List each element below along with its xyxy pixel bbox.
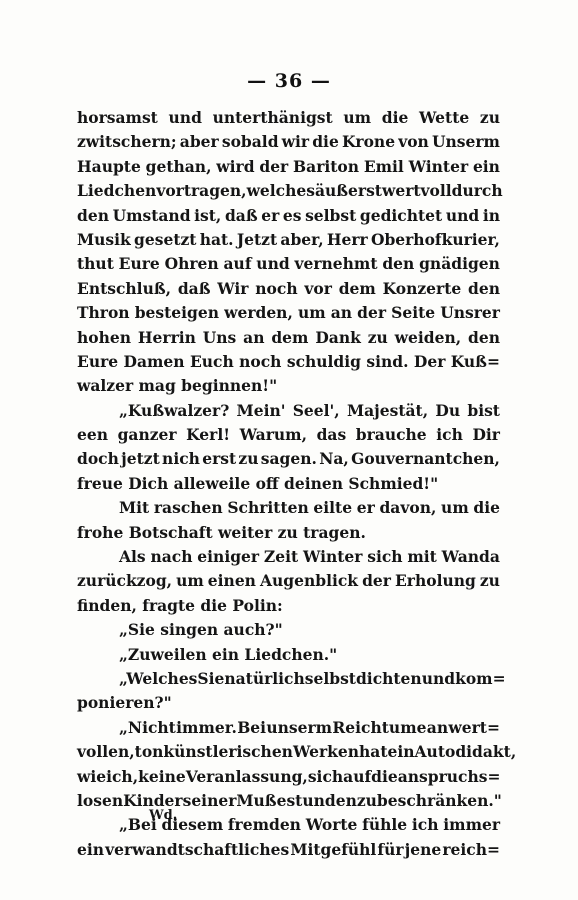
word: sobald — [221, 132, 279, 152]
word: Herrin — [137, 327, 196, 347]
word: Dir — [472, 425, 500, 445]
word: Werken — [292, 742, 360, 762]
text-line — [77, 130, 500, 154]
word: Euch — [189, 351, 234, 371]
word: er — [261, 205, 280, 225]
word: gnädigen — [419, 254, 500, 274]
text-line: ponieren?" — [77, 693, 172, 713]
word: und — [421, 668, 456, 688]
word: Erholung — [394, 571, 476, 591]
word: vernehmt — [294, 254, 378, 274]
word: Seel', — [292, 400, 340, 420]
text-line — [77, 301, 500, 325]
text-line — [77, 252, 500, 276]
word: selbst — [304, 668, 356, 688]
text-line: „Zuweilen ein Liedchen." — [119, 644, 338, 664]
text-line — [77, 350, 500, 374]
word: zu — [479, 108, 500, 127]
word: vortragen, — [156, 181, 247, 201]
word: von — [398, 132, 429, 152]
word: Krone — [341, 132, 396, 152]
text-line: finden, fragte die Polin: — [77, 595, 283, 615]
word: „Kußwalzer? — [119, 400, 230, 420]
word: noch — [239, 351, 282, 371]
word: wertvoll — [381, 181, 452, 201]
word: Kinder — [123, 790, 183, 810]
word: kom= — [455, 668, 506, 688]
text-line — [77, 277, 500, 301]
word: Eure — [118, 254, 160, 274]
text-line — [77, 155, 500, 179]
word: Augenblick — [259, 571, 359, 591]
word: den — [77, 205, 109, 225]
word: zu — [238, 449, 259, 469]
word: Dank — [315, 327, 361, 347]
word: Majestät, — [346, 400, 429, 420]
word: zu — [479, 571, 500, 591]
word: Thron — [77, 303, 130, 323]
word: äußerst — [314, 181, 382, 201]
text-line — [77, 740, 517, 764]
word: gedichtet — [359, 205, 443, 225]
word: Na, — [319, 449, 349, 469]
word: Mitgefühl — [290, 839, 377, 859]
word: ich — [411, 815, 439, 835]
word: dem — [271, 327, 309, 347]
word: zu — [367, 327, 388, 347]
word: ein — [472, 156, 500, 176]
word: Mußestunden — [236, 790, 357, 810]
word: Winter — [302, 547, 363, 567]
word: Umstand — [112, 205, 191, 225]
text-line — [77, 789, 500, 813]
word: zwitschern; — [77, 132, 177, 152]
text-line — [77, 423, 500, 447]
word: auf — [343, 766, 372, 786]
word: Sie — [197, 668, 225, 688]
word: sich — [367, 547, 403, 567]
word: einiger — [197, 547, 260, 567]
word: natürlich — [224, 668, 305, 688]
word: fühle — [362, 815, 408, 835]
word: daß — [177, 278, 211, 298]
word: welches — [246, 181, 315, 201]
word: der — [259, 156, 289, 176]
word: „Welches — [119, 668, 198, 688]
word: Kuß= — [450, 351, 500, 371]
text-line — [77, 716, 500, 740]
word: zurückzog, — [77, 571, 173, 591]
word: anspruchs= — [397, 766, 501, 786]
word: keine — [138, 766, 186, 786]
word: Worte — [305, 815, 358, 835]
word: seiner — [182, 790, 237, 810]
word: an — [330, 303, 353, 323]
word: der — [362, 571, 391, 591]
word: Warum, — [239, 425, 307, 445]
word: an — [426, 717, 449, 737]
word: schuldig — [286, 351, 361, 371]
word: Herr — [326, 229, 368, 249]
word: hohen — [77, 327, 132, 347]
word: die — [371, 766, 398, 786]
word: Liedchen — [77, 181, 157, 201]
text-line: frohe Botschaft weiter zu tragen. — [77, 522, 366, 542]
word: Wanda — [441, 547, 500, 567]
word: Als — [119, 547, 146, 567]
word: daß — [224, 205, 258, 225]
word: um — [441, 498, 469, 518]
word: wert= — [448, 717, 500, 737]
word: um — [297, 303, 326, 323]
word: um — [343, 108, 372, 127]
text-line — [77, 106, 500, 130]
word: die — [312, 132, 339, 152]
text-line — [77, 569, 500, 593]
word: Kerl! — [186, 425, 231, 445]
word: erst — [202, 449, 237, 469]
text-line — [77, 228, 500, 252]
text-line — [77, 326, 500, 350]
word: Seite — [391, 303, 436, 323]
word: in — [482, 205, 500, 225]
word: brauche — [355, 425, 427, 445]
word: wir — [281, 132, 310, 152]
word: Autodidakt, — [414, 742, 517, 762]
word: immer — [443, 815, 500, 835]
text-line — [77, 667, 506, 691]
word: den — [468, 278, 500, 298]
word: mit — [407, 547, 437, 567]
word: Emil — [363, 156, 404, 176]
word: besteigen — [134, 303, 219, 323]
word: jene — [404, 839, 442, 859]
word: unserm — [266, 717, 333, 737]
word: vor — [304, 278, 332, 298]
word: Der — [413, 351, 446, 371]
word: hat — [359, 742, 388, 762]
word: aber — [179, 132, 219, 152]
text-line — [77, 204, 500, 228]
word: ganzer — [117, 425, 177, 445]
word: Bariton — [293, 156, 360, 176]
word: Ohren — [164, 254, 219, 274]
word: dem — [338, 278, 376, 298]
word: „Bei — [119, 815, 157, 835]
page-number: — 36 — — [247, 70, 331, 92]
word: ein — [77, 839, 105, 859]
text-line — [77, 496, 500, 520]
word: davon, — [379, 498, 437, 518]
word: Veranlassung, — [185, 766, 308, 786]
word: Damen — [123, 351, 185, 371]
word: und — [168, 108, 202, 127]
word: und — [256, 254, 290, 274]
word: einen — [207, 571, 256, 591]
word: Uns — [202, 327, 237, 347]
word: sind. — [366, 351, 409, 371]
word: nach — [150, 547, 193, 567]
word: wird — [216, 156, 255, 176]
word: Wir — [217, 278, 249, 298]
word: um — [176, 571, 204, 591]
word: fremden — [227, 815, 301, 835]
body-text — [77, 106, 517, 862]
word: durch — [451, 181, 503, 201]
word: ein — [387, 742, 415, 762]
text-line: „Sie singen auch?" — [119, 620, 283, 640]
word: Schritten — [227, 498, 309, 518]
word: ich — [436, 425, 463, 445]
word: Unserm — [431, 132, 500, 152]
text-line — [77, 838, 500, 862]
word: das — [316, 425, 347, 445]
word: horsamst — [77, 108, 158, 127]
text-line — [77, 545, 500, 569]
word: er — [356, 498, 375, 518]
word: raschen — [153, 498, 223, 518]
word: und — [445, 205, 480, 225]
word: den — [382, 254, 415, 274]
word: auf — [223, 254, 252, 274]
word: diesem — [161, 815, 224, 835]
word: werden, — [224, 303, 293, 323]
word: Mit — [119, 498, 150, 518]
word: reich= — [442, 839, 500, 859]
text-line: freue Dich alleweile off deinen Schmied!" — [77, 473, 439, 493]
word: sich — [307, 766, 344, 786]
word: Haupte — [77, 156, 141, 176]
word: zu — [356, 790, 377, 810]
word: doch — [77, 449, 119, 469]
word: weiden, — [394, 327, 462, 347]
word: Zeit — [263, 547, 299, 567]
word: een — [77, 425, 108, 445]
word: die — [473, 498, 500, 518]
word: „Nicht — [119, 717, 176, 737]
word: losen — [77, 790, 124, 810]
word: Musik — [77, 229, 131, 249]
word: Mein' — [236, 400, 286, 420]
word: Konzerte — [382, 278, 462, 298]
word: wie — [77, 766, 107, 786]
word: Bei — [237, 717, 267, 737]
word: für — [377, 839, 404, 859]
text-line — [77, 399, 500, 423]
word: der — [357, 303, 387, 323]
word: Du — [435, 400, 461, 420]
word: gesetzt — [134, 229, 197, 249]
word: noch — [255, 278, 298, 298]
word: den — [468, 327, 500, 347]
word: gethan, — [145, 156, 212, 176]
word: beschränken." — [376, 790, 502, 810]
text-line — [77, 447, 500, 471]
word: verwandtschaftliches — [105, 839, 290, 859]
word: dichten — [355, 668, 422, 688]
word: vollen, — [77, 742, 135, 762]
word: Unsrer — [440, 303, 500, 323]
word: ist, — [194, 205, 222, 225]
word: Jetzt — [236, 229, 278, 249]
signature-mark: Wd. — [149, 808, 178, 823]
word: thut — [77, 254, 114, 274]
word: an — [243, 327, 265, 347]
word: unterthänigst — [212, 108, 333, 127]
word: sagen. — [260, 449, 317, 469]
word: Reichtume — [332, 717, 427, 737]
word: es — [282, 205, 302, 225]
word: nich — [162, 449, 200, 469]
text-line — [77, 179, 503, 203]
word: Entschluß, — [77, 278, 172, 298]
word: bist — [467, 400, 500, 420]
word: selbst — [305, 205, 357, 225]
text-line: walzer mag beginnen!" — [77, 376, 278, 396]
word: jetzt — [121, 449, 160, 469]
text-line — [77, 813, 500, 837]
word: hat. — [199, 229, 234, 249]
word: eilte — [313, 498, 353, 518]
word: Winter — [408, 156, 469, 176]
word: aber, — [280, 229, 324, 249]
word: Wette — [419, 108, 470, 127]
word: immer. — [176, 717, 237, 737]
word: Oberhofkurier, — [370, 229, 500, 249]
word: ich, — [106, 766, 139, 786]
text-line — [77, 765, 500, 789]
word: tonkünstlerischen — [134, 742, 293, 762]
word: Gouvernantchen, — [351, 449, 500, 469]
word: Eure — [77, 351, 119, 371]
word: die — [381, 108, 409, 127]
